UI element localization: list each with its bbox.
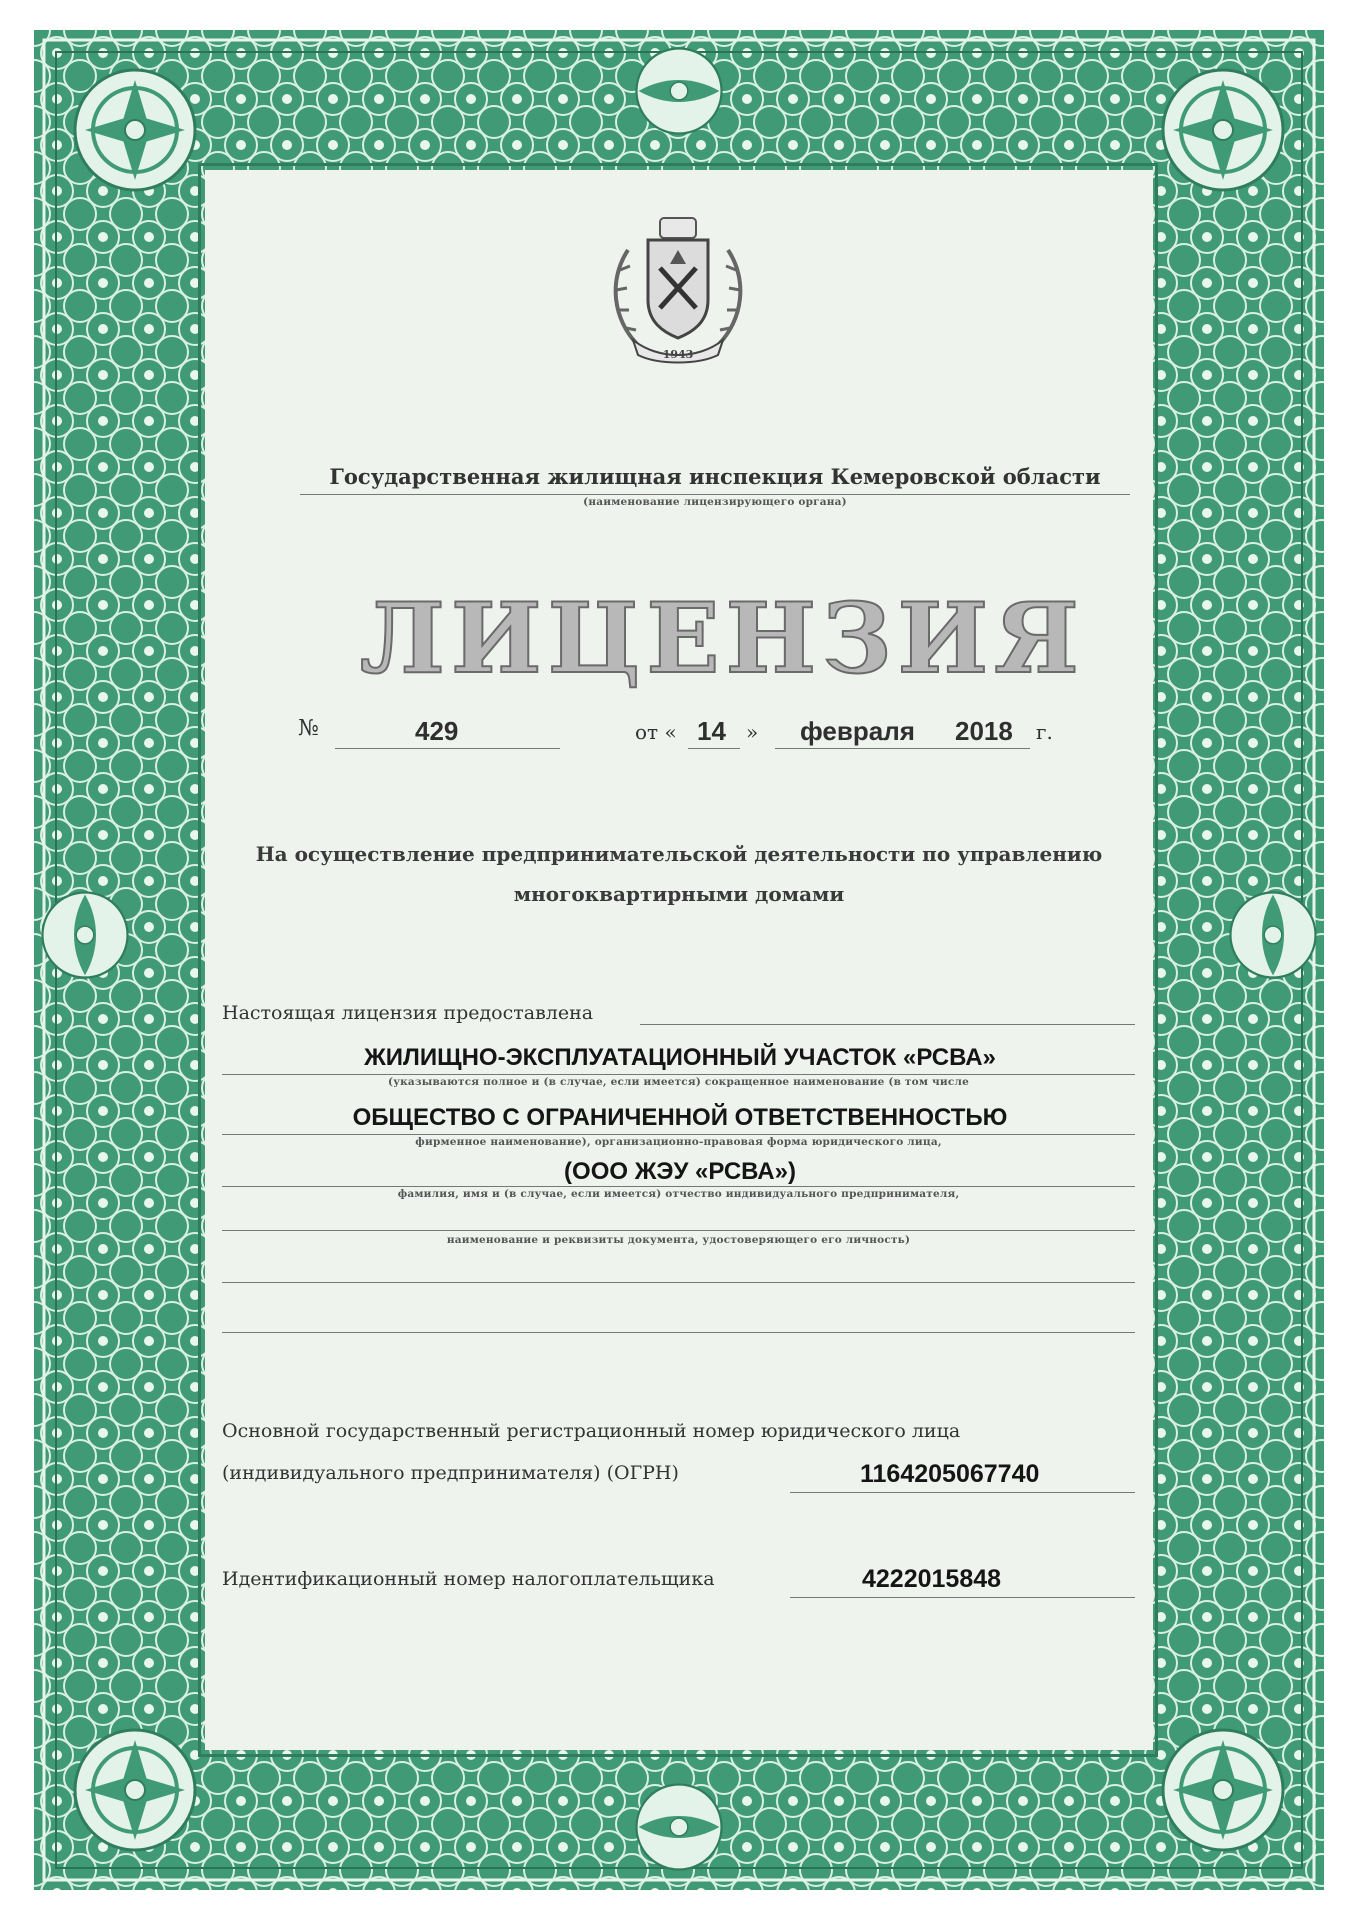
corner-ornament-icon	[1148, 55, 1298, 205]
top-ornament-icon	[624, 36, 734, 146]
emblem-year: 1943	[662, 348, 694, 361]
paper-field	[205, 170, 1153, 1750]
inn-label: Идентификационный номер налогоплательщика	[222, 1568, 715, 1590]
date-year: 2018	[955, 716, 1013, 746]
licensee-underline-3	[222, 1186, 1135, 1187]
issuer-caption: (наименование лицензирующего органа)	[583, 496, 847, 508]
issuing-authority: Государственная жилищная инспекция Кемеровской области	[329, 464, 1101, 489]
corner-ornament-icon	[60, 1715, 210, 1865]
license-number: 429	[415, 716, 459, 746]
activity-line-2: многоквартирными домами	[513, 882, 845, 906]
number-label: №	[298, 716, 319, 741]
date-day: 14	[697, 716, 726, 746]
granted-underline	[640, 1024, 1135, 1025]
date-quote-close: »	[746, 720, 759, 744]
licensee-caption-4: наименование и реквизиты документа, удостоверяющего его личность)	[446, 1234, 911, 1246]
activity-line-1: На осуществление предпринимательской деятельности по управлению	[255, 842, 1103, 866]
licensee-caption-2: фирменное наименование), организационно-правовая форма юридического лица,	[415, 1136, 942, 1148]
number-underline	[335, 748, 560, 749]
coat-of-arms-icon	[598, 210, 758, 370]
licensee-underline-4	[222, 1230, 1135, 1231]
blank-underline-1	[222, 1282, 1135, 1283]
ogrn-label-line-1: Основной государственный регистрационный номер юридического лица	[222, 1420, 961, 1442]
document-title: ЛИЦЕНЗИЯ	[360, 582, 1085, 695]
licensee-caption-3: фамилия, имя и (в случае, если имеется) отчество индивидуального предпринимателя,	[397, 1188, 960, 1200]
blank-underline-2	[222, 1332, 1135, 1333]
corner-ornament-icon	[60, 55, 210, 205]
date-year-suffix: г.	[1036, 720, 1053, 744]
bottom-ornament-icon	[624, 1772, 734, 1882]
date-month: февраля	[800, 716, 915, 746]
ogrn-underline	[790, 1492, 1135, 1493]
licensee-short-name: (ООО ЖЭУ «РСВА»)	[564, 1158, 796, 1185]
side-ornament-icon	[1218, 880, 1328, 990]
ogrn-label-line-2: (индивидуального предпринимателя) (ОГРН)	[222, 1462, 679, 1484]
month-underline	[775, 748, 1030, 749]
licensee-caption-1: (указываются полное и (в случае, если имеется) сокращенное наименование (в том числе	[388, 1076, 969, 1088]
side-ornament-icon	[30, 880, 140, 990]
granted-to-label: Настоящая лицензия предоставлена	[222, 1002, 594, 1024]
ogrn-value: 1164205067740	[860, 1460, 1040, 1488]
licensee-underline-1	[222, 1074, 1135, 1075]
licensee-underline-2	[222, 1134, 1135, 1135]
inn-underline	[790, 1597, 1135, 1598]
date-from-label: от «	[635, 720, 677, 744]
licensee-name-line-2: ОБЩЕСТВО С ОГРАНИЧЕННОЙ ОТВЕТСТВЕННОСТЬЮ	[352, 1104, 1008, 1131]
issuer-underline	[300, 494, 1130, 495]
corner-ornament-icon	[1148, 1715, 1298, 1865]
licensee-name-line-1: ЖИЛИЩНО-ЭКСПЛУАТАЦИОННЫЙ УЧАСТОК «РСВА»	[364, 1044, 996, 1071]
inn-value: 4222015848	[862, 1565, 1002, 1593]
day-underline	[688, 748, 740, 749]
